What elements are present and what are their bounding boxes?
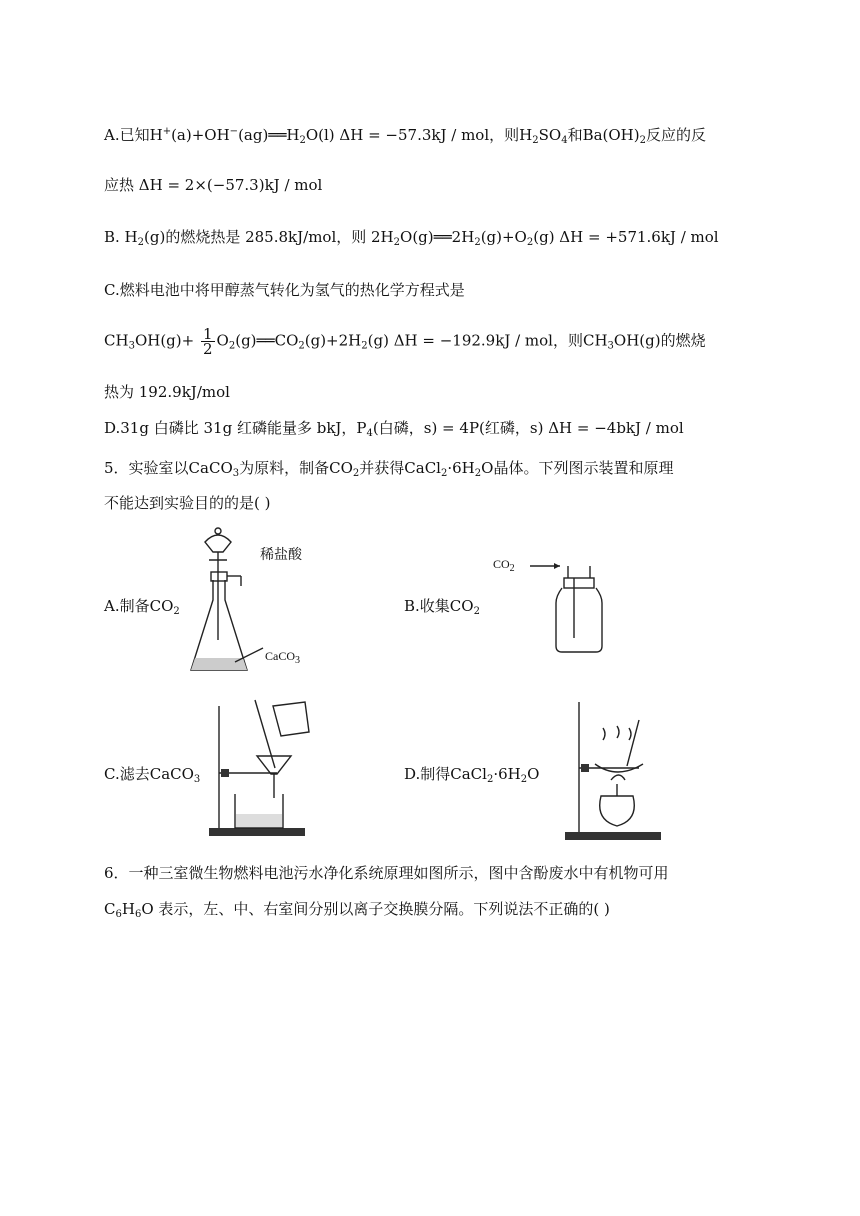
- q5-line2: 不能达到实验目的的是( ): [104, 494, 271, 512]
- caption-d: D.制得$CaCl_2\cdot 6H_2O$: [404, 765, 540, 785]
- fraction-half: $\frac{1}{2}$: [202, 325, 213, 358]
- q6-line2: $C_6H_6O$ 表示，左、中、右室间分别以离子交换膜分隔。下列说法不正确的( ): [104, 900, 610, 920]
- figure-d-evaporation: [555, 700, 675, 845]
- figure-c-filtration: [205, 698, 325, 843]
- figure-b-gas-bottle: [530, 558, 620, 658]
- q5-line1: 5．实验室以CaCO$_3$为原料，制备$CO_2$并获得$CaCl_2\cdot 6H_2O$晶体。下列图示装置和原理: [104, 459, 674, 479]
- label-caco3: CaCO$_3$: [265, 649, 300, 666]
- label-co2-b: $CO_2$: [493, 557, 515, 574]
- label-acid: 稀盐酸: [260, 548, 302, 563]
- caption-c: C.滤去CaCO$_3$: [104, 765, 201, 785]
- option-c-line2: $CH_3OH(g)+$ $\frac{1}{2}$ $O_2(g)══CO_2(g)+2H_2(g) \Delta H = -192.9kJ$ / mol，则$CH_3OH(g)$的燃烧: [104, 325, 706, 358]
- figure-a-apparatus: [185, 520, 325, 685]
- option-a-line2: 应热 ΔH = 2×(−57.3)kJ / mol: [104, 176, 323, 194]
- caption-a: A.制备$CO_2$: [104, 597, 180, 617]
- option-c-line1: C.燃料电池中将甲醇蒸气转化为氢气的热化学方程式是: [104, 281, 465, 299]
- option-a-line1: A.已知$H^+(a)+OH^-(ag)══H_2O(l) \Delta H = -57.3kJ$ / mol，则$H_2SO_4$和$Ba(OH)_2$反应的反: [104, 126, 707, 146]
- caption-b: B.收集$CO_2$: [404, 597, 480, 617]
- q6-line1: 6．一种三室微生物燃料电池污水净化系统原理如图所示，图中含酚废水中有机物可用: [104, 864, 669, 882]
- option-d: D.31g 白磷比 31g 红磷能量多 bkJ，$P_4$(白磷，s) = 4P(红磷，s) ΔH = −4bkJ / mol: [104, 419, 684, 439]
- option-b: B. $H_2(g)$的燃烧热是 285.8kJ/mol，则 $2H_2O(g)══2H_2(g)+O_2(g) \Delta H = +571.6kJ$ / mol: [104, 228, 719, 248]
- option-c-line3: 热为 192.9kJ/mol: [104, 383, 230, 401]
